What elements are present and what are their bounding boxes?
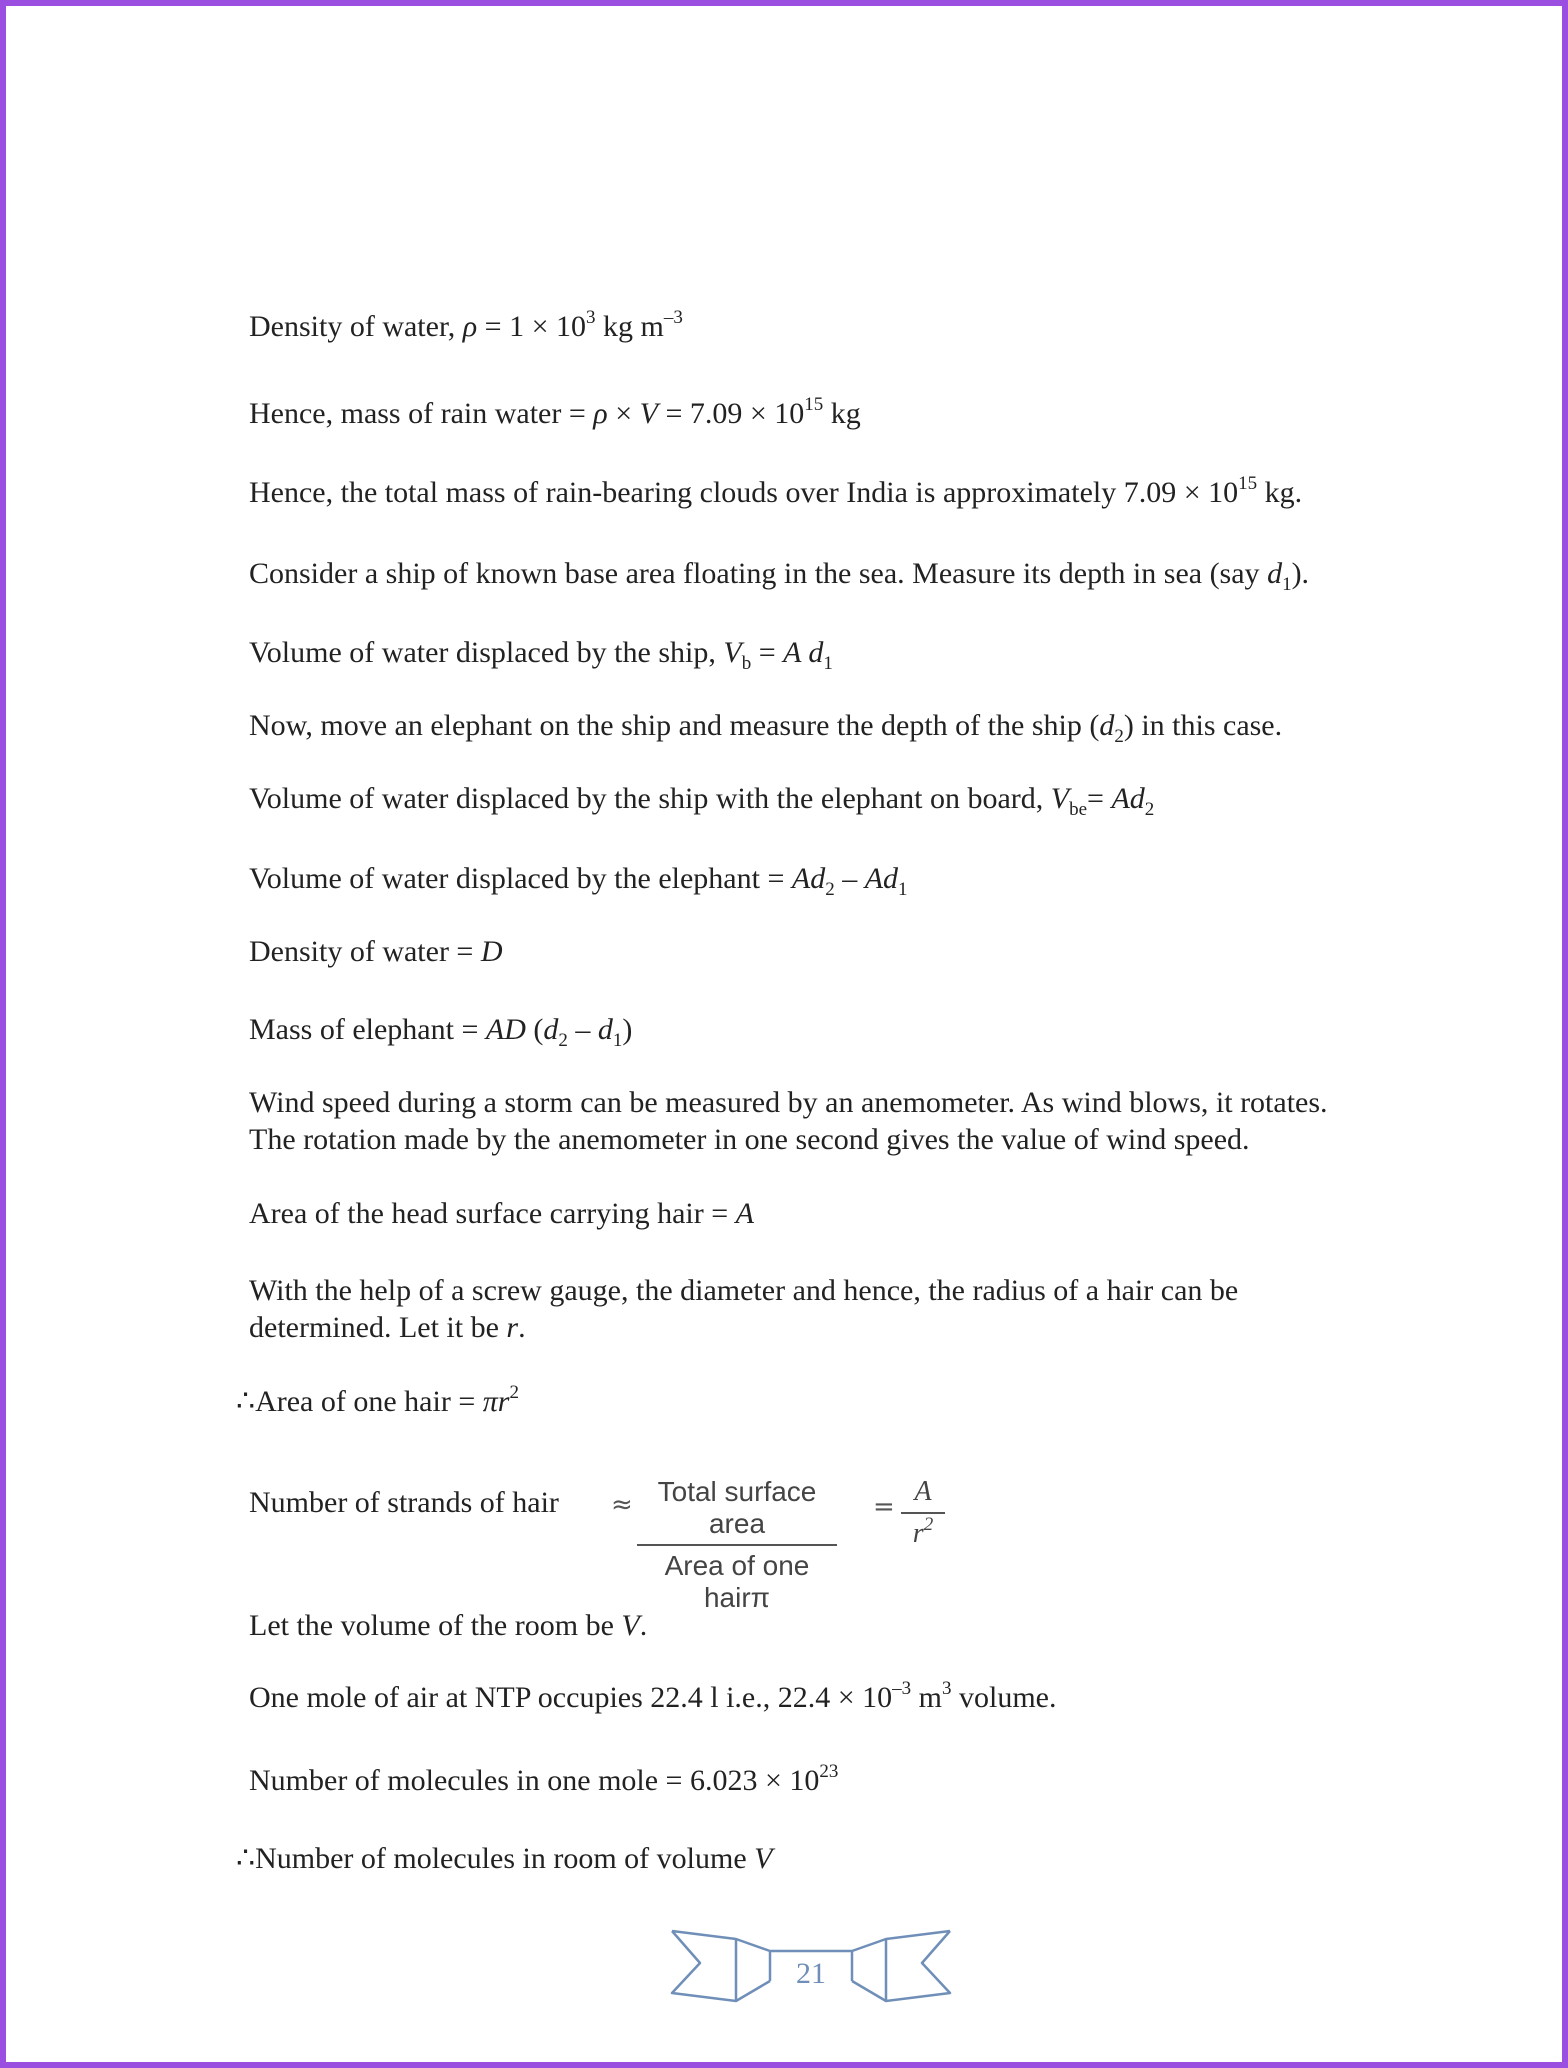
- screw-gauge-line-2: determined. Let it be r.: [249, 1311, 526, 1344]
- equals-sign: =: [873, 1492, 895, 1522]
- area-of-one-hair-line: ∴Area of one hair = $\pi r^2$: [236, 1382, 519, 1418]
- mole-of-air-line: One mole of air at NTP occupies 22.4 l i.e., $22.4 \times 10^{-3}$ $m^3$ volume.: [249, 1678, 1057, 1714]
- molecules-in-room-line: ∴Number of molecules in room of volume V: [236, 1842, 773, 1875]
- volume-with-elephant-line: Volume of water displaced by the ship with the elephant on board, $V_{be}= Ad_2$: [249, 782, 1155, 820]
- approx-sign: ≈: [611, 1490, 633, 1520]
- screw-gauge-line-1: With the help of a screw gauge, the diameter and hence, the radius of a hair can be: [249, 1274, 1239, 1307]
- fraction-numerator: Total surface area: [637, 1476, 837, 1546]
- molecules-in-mole-line: Number of molecules in one mole = $6.023 \times 10^{23}$: [249, 1761, 839, 1797]
- mass-of-elephant-line: Mass of elephant = AD $(d_2 - d_1)$: [249, 1013, 633, 1051]
- density-of-water-line: Density of water, $\rho = 1 \times 10^3$ kg $m^{-3}$: [249, 307, 683, 343]
- head-surface-area-line: Area of the head surface carrying hair = A: [249, 1197, 754, 1230]
- volume-displaced-ship-line: Volume of water displaced by the ship, $V_b = A$ $d_1$: [249, 636, 833, 674]
- strands-label: Number of strands of hair: [249, 1486, 559, 1519]
- volume-displaced-elephant-line: Volume of water displaced by the elephant = $Ad_2 - Ad_1$: [249, 862, 908, 900]
- page-number: 21: [796, 1957, 826, 1990]
- fraction-denominator-r: $r^2$: [912, 1513, 934, 1549]
- elephant-on-ship-line: Now, move an elephant on the ship and measure the depth of the ship $(d_2)$ in this case.: [249, 709, 1283, 747]
- room-volume-line: Let the volume of the room be V.: [249, 1609, 648, 1642]
- total-mass-clouds-line: Hence, the total mass of rain-bearing clouds over India is approximately $7.09 \times 10^{15}$ kg.: [249, 473, 1303, 509]
- anemometer-line-1: Wind speed during a storm can be measured by an anemometer. As wind blows, it rotates.: [249, 1086, 1328, 1119]
- ship-depth-line: Consider a ship of known base area floating in the sea. Measure its depth in sea (say $d_1$).: [249, 557, 1310, 595]
- page-number-ribbon: [666, 1921, 956, 2011]
- a-over-r-squared-fraction: [901, 1476, 945, 1550]
- fraction-numerator-a: A: [901, 1476, 945, 1514]
- surface-area-fraction: [637, 1476, 837, 1614]
- fraction-denominator: Area of one hairπ: [664, 1550, 810, 1613]
- density-d-line: Density of water = D: [249, 935, 503, 968]
- anemometer-line-2: The rotation made by the anemometer in one second gives the value of wind speed.: [249, 1123, 1250, 1156]
- mass-of-rain-water-line: Hence, mass of rain water = $\rho \times V = 7.09 \times 10^{15}$ kg: [249, 394, 861, 430]
